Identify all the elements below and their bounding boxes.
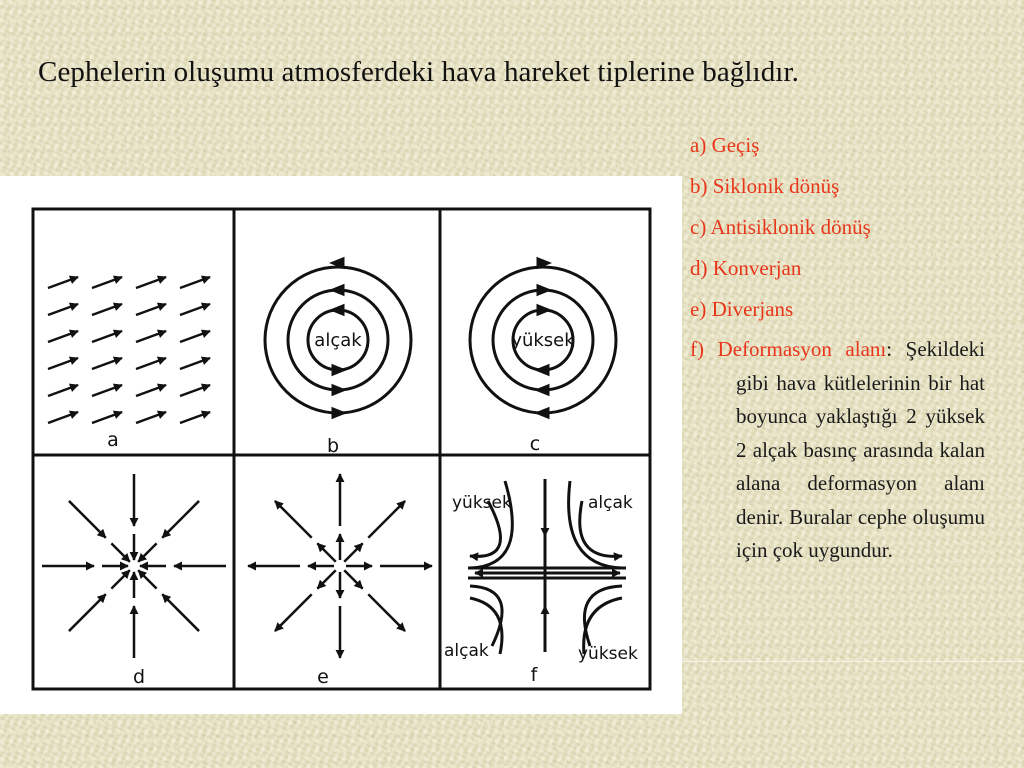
flow-arrow [368, 594, 405, 631]
flow-arrow [138, 543, 156, 561]
ring-arrow [333, 286, 343, 294]
flow-arrow [180, 412, 210, 423]
corner-label-top-left: yüksek [452, 493, 512, 513]
flow-arrow [92, 385, 122, 396]
flow-arrow [180, 304, 210, 315]
flow-arrow [136, 358, 166, 369]
flow-arrow [48, 358, 78, 369]
ring-arrow [538, 306, 548, 314]
ring-arrow [333, 386, 343, 394]
motion-type-list [690, 128, 985, 575]
flow-arrow [92, 277, 122, 288]
ring-arrow [333, 306, 343, 314]
list-item-a: a) Geçiş [690, 133, 760, 157]
flow-arrow [48, 304, 78, 315]
flow-arrow [48, 385, 78, 396]
flow-arrow [92, 412, 122, 423]
ring-arrow [538, 409, 548, 417]
flow-arrow [317, 543, 335, 561]
panel-d-convergence-arrows [42, 474, 226, 658]
flow-arrow [48, 277, 78, 288]
flow-arrow [136, 304, 166, 315]
list-item-d: d) Konverjan [690, 256, 802, 280]
ring-arrow [333, 366, 343, 374]
list-item-e: e) Diverjans [690, 297, 794, 321]
flow-arrow [368, 501, 405, 538]
decorative-line [682, 661, 1024, 662]
flow-arrow [344, 543, 362, 561]
list-item-f-colon: : [886, 337, 893, 361]
flow-arrow [162, 501, 199, 538]
flow-arrow [136, 331, 166, 342]
panel-letter-b: b [326, 435, 340, 457]
flow-arrow [48, 331, 78, 342]
flow-arrow [180, 385, 210, 396]
panel-a-translation-arrows [48, 277, 210, 423]
flow-arrow [317, 570, 335, 588]
flow-arrow [92, 304, 122, 315]
flow-arrow [111, 543, 129, 561]
list-item-f [690, 333, 985, 568]
corner-label-top-right: alçak [588, 493, 633, 513]
center-label-low: alçak [314, 330, 362, 351]
panel-grid [33, 209, 650, 689]
ring-arrow [333, 409, 343, 417]
list-item-f-description: Şekildeki gibi hava kütlelerinin bir hat boyunca yaklaştığı 2 yüksek 2 alçak basınç arasında kalan alana deformasyon alanı denir. Buralar cephe oluşumu için çok uygundur. [736, 337, 985, 562]
flow-arrow [180, 358, 210, 369]
center-label-high: yüksek [511, 330, 575, 351]
panel-letter-d: d [132, 666, 146, 688]
flow-arrow [92, 358, 122, 369]
ring-arrow [538, 286, 548, 294]
flow-arrow [162, 594, 199, 631]
air-motion-diagram [0, 176, 682, 714]
panel-letter-f: f [530, 664, 538, 686]
list-item-b: b) Siklonik dönüş [690, 174, 840, 198]
ring-arrow [538, 386, 548, 394]
ring-arrow [538, 366, 548, 374]
flow-arrow [111, 570, 129, 588]
slide-title: Cephelerin oluşumu atmosferdeki hava hareket tiplerine bağlıdır. [38, 56, 799, 88]
flow-arrow [275, 501, 312, 538]
flow-arrow [344, 570, 362, 588]
flow-arrow [136, 385, 166, 396]
panel-e-divergence-arrows [248, 474, 432, 658]
corner-label-bottom-right: yüksek [578, 644, 638, 664]
panel-letter-a: a [107, 429, 119, 451]
flow-arrow [92, 331, 122, 342]
panel-letter-c: c [529, 433, 541, 455]
list-item-f-label: f) Deformasyon alanı [690, 337, 887, 361]
flow-arrow [180, 277, 210, 288]
flow-arrow [138, 570, 156, 588]
panel-letter-e: e [317, 666, 329, 688]
flow-arrow [136, 277, 166, 288]
flow-arrow [180, 331, 210, 342]
flow-arrow [136, 412, 166, 423]
flow-arrow [69, 501, 106, 538]
flow-arrow [275, 594, 312, 631]
flow-arrow [69, 594, 106, 631]
flow-arrow [48, 412, 78, 423]
corner-label-bottom-left: alçak [444, 641, 489, 661]
list-item-c: c) Antisiklonik dönüş [690, 215, 871, 239]
air-motion-svg [0, 176, 682, 714]
